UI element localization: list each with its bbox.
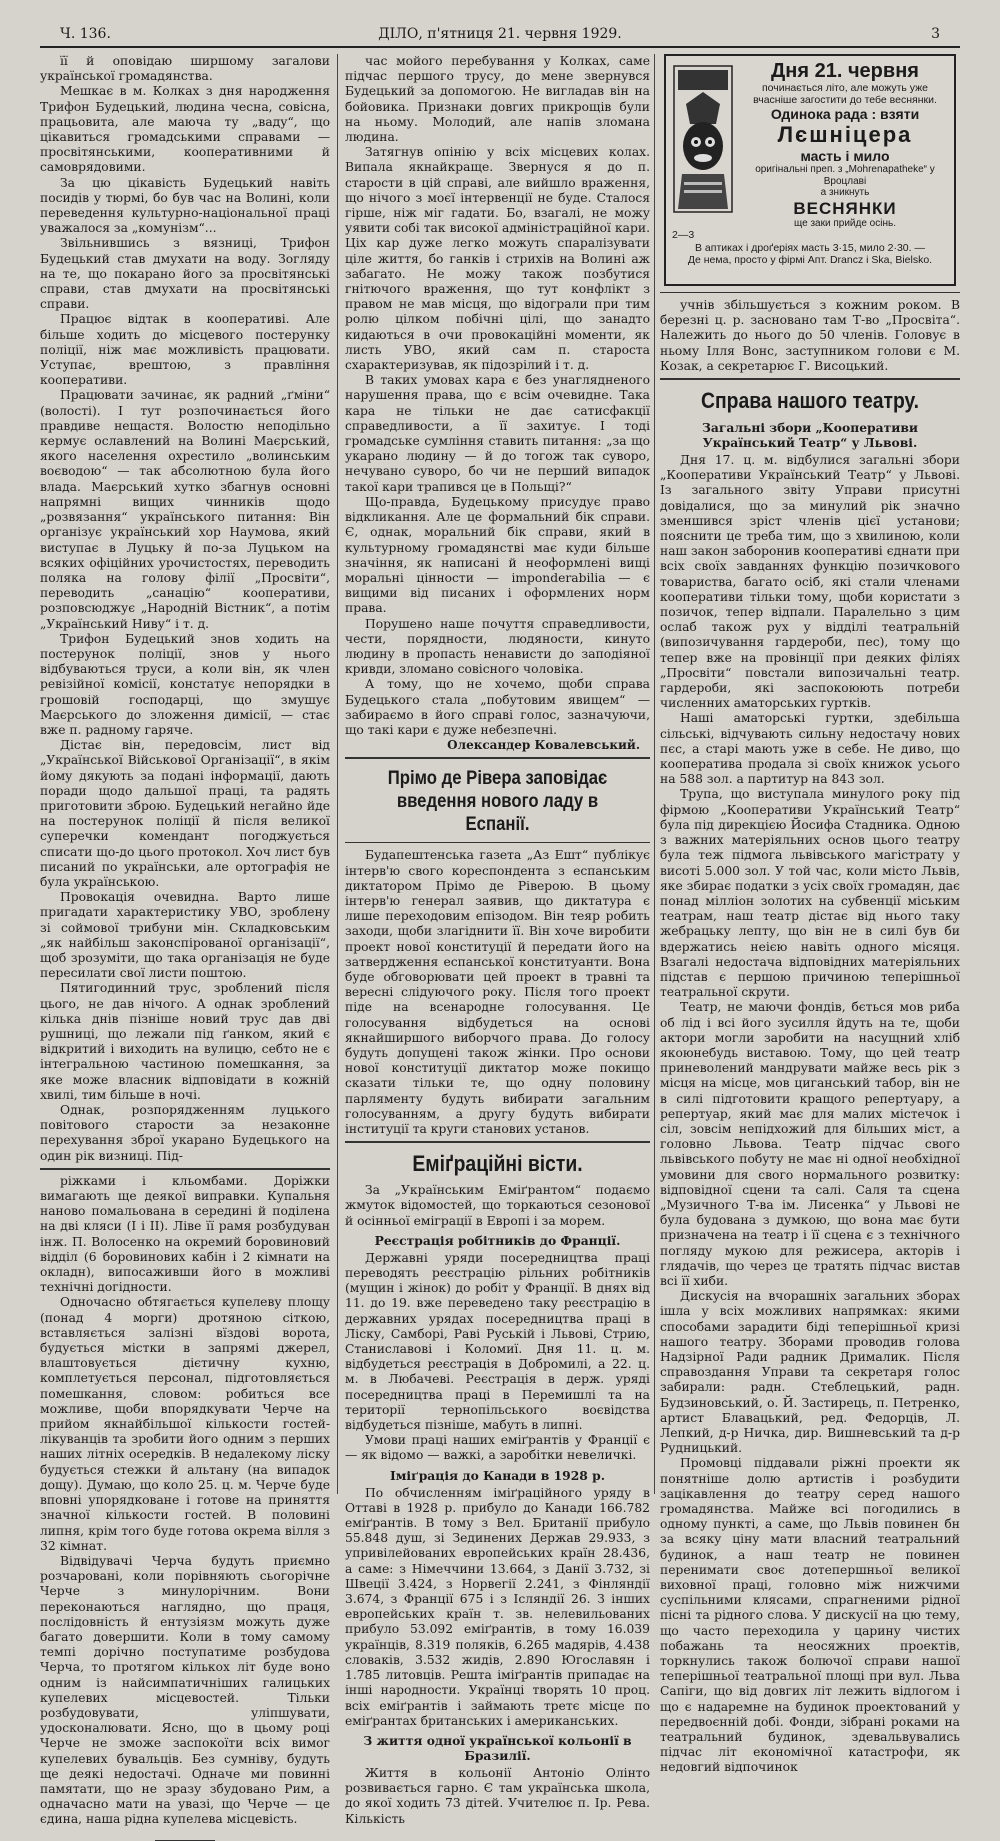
column-rule-2 — [654, 54, 655, 1494]
article-budetsky-part2 — [345, 54, 650, 753]
page-number: 3 — [931, 26, 940, 42]
masthead-rule — [40, 46, 960, 48]
paragraph: Працює відтак в кооперативі. Але більше ходить до місцевого постерунку поліції, ніж має можливість працювати. Уступає, врештою, з правління кооперативи. — [40, 312, 330, 388]
paragraph: ріжками і кльомбами. Доріжки вимагають ще деякої виправки. Купальня наново помальована в середині й поділена на дві кляси (I і II). Ліве її рамя розбудуван інж. П. Волосенко на окремий боровиновий відділ (6 боровинових кабін і 2 кімнати на окладн), випосаживши його в можливі технічні догідности. — [40, 1173, 330, 1295]
paragraph: Дістає він, передовсім, лист від „Української Військової Організації“, в якім йому дякують за подані інформації, дають поради щодо дальшої праці, та радять приготовити зброю. Будецький негайно йде на постерунок поліції й після великої суперечки комендант погоджується списати що-до цього протокол. Хоч лист був писаний по українськи, але ортографія не була українською. — [40, 738, 330, 889]
newspaper-title-date: ДІЛО, п'ятниця 21. червня 1929. — [378, 26, 622, 42]
subhead-brazil: З життя одної української кольонії в Бразилії. — [363, 1732, 632, 1763]
headline-rivera: Прімо де Рівера заповідає введення нового ладу в Еспанії. — [387, 768, 608, 836]
paragraph: Відвідувачі Черча будуть приємно розчаровані, коли порівняють сьогорічне Черче з минулорічним. Вони переконаються наглядно, що праця, послідовність й ентузіязм можуть дуже багато довершити. Коли в тому самому темпі дорічно поступатиме розбудова Черча, то протягом кількох літ буде воно одним із найсимпатичніших галицьких купелевих місцевостей. Тільки розбудовувати, уліпшувати, удосконалювати. Ясно, що в цьому році Черче не зможе заспокоїти всіх вимог купелевих бувальців. Без сумніву, будуть ще деякі недостачі. Одначе ми повинні памятати, що не зразу збудовано Рим, а одначасно мати на увазі, що Черче — це єдина, наша рідна купелева місцевість. — [40, 1553, 330, 1827]
ad-brand: Лєшніцера — [777, 122, 913, 147]
moor-head-logo-icon — [672, 64, 734, 214]
paragraph: Трифон Будецький знов ходить на постерунок поліції, знов у нього відбуваються труси, а коли він, як член ревізійної комісії, констатує непорядки в грошовій господарці, що змушує Маєрського до зложення димісії, — стає вже п. радному гаряче. — [40, 631, 330, 737]
author-signature: Олександер Ковалевський. — [447, 738, 640, 753]
end-rule — [155, 1840, 215, 1841]
paragraph: Працювати зачинає, як радний „ґміни“ (волості). І тут розпочинається його правдиве нещастя. Волостю неподільно кермує ославлений на Волині Маєрський, якого населення охрестило „волинським воєводою“ — так абсолютною була його влада. Маєрський хутко збагнув основні напрямні вищих чинників щодо „розвязання“ українського питання: Він організує український хор Наумова, який виступає в Луцьку й по-за Луцьком на всяких офіційних урочистостях, переводить поляка на голову філії „Просвіти“, переводить „санацію“ кооперативи, розповсюджує „Народній Вістник“, а потім „Український Ниву“ і т. д. — [40, 388, 330, 631]
ad-line-4: оригінальні преп. з „Mohrenapatheke“ у Вроцлаві — [755, 164, 935, 187]
ad-freckles: ВЕСНЯНКИ — [793, 198, 897, 218]
ad-line-2: Одинока рада : взяти — [770, 106, 920, 122]
section-divider — [345, 1141, 650, 1143]
subhead-canada: Іміґрація до Канади в 1928 р. — [390, 1467, 605, 1483]
section-divider — [660, 378, 960, 380]
brazil-text: Життя в кольонії Антоніо Олінто розвивається гарно. Є там українська школа, до якої ходить 73 дітей. Учителює п. Ір. Рева. Кількість — [345, 1765, 650, 1826]
article-cherche — [40, 1174, 330, 1828]
headline-theatre: Справа нашого театру. — [700, 388, 920, 414]
advertisement-leschnitzer — [664, 54, 956, 286]
paragraph: Що-правда, Будецькому присудує право відкликання. Але це формальний бік справи. Є, однак, моральний бік справи, який в культурному громадянстві має куди більше значіння, як написані й неоформлені вищі моральні цінности — imponderabilia — є вищими від писаних і оформлених норм права. — [345, 494, 650, 616]
paragraph: Однак, розпорядженням луцького повітового старости за незаконне перехування зброї укарано Будецького на один рік визниці. Під- — [40, 1103, 330, 1163]
ad-foot-2: Де нема, просто у фірмі Апт. Drancz і Ska, Bielsko. — [687, 254, 933, 266]
paragraph: Трупа, що виступала минулого року під фірмою „Кооперативи Український Театр“ була під дирекцією Йосифа Стадника. Одною з важних матеріяльних основ цього театру була теж підмога львівського магістрату у висоті 5.000 зол. У той час, коли місто Львів, яке збирає податки з усіх своїх громадян, дає понад мілліон золотих на субвенції міським театрам, наш театр дістає від нього таку жебрацьку лепту, що він не в силі був би вдержатись неією навіть одного місяця. Взагалі недостача відповідних матеріяльних підстав є першою причиною теперішньої театральної скрути. — [660, 787, 960, 1000]
paragraph: Звільнившись з вязниці, Трифон Будецький став дмухати на воду. Зогляду на те, що покарано його за просвітянські справи, став дмухати на просвітянські справи. — [40, 236, 330, 312]
subhead-theatre: Загальні збори „Кооперативи Український Театр“ у Львові. — [701, 420, 919, 451]
paragraph: Порушено наше почуття справедливости, чести, порядности, людяности, кинуто людину в пропасть ненависти до заподіяної кривди, зломано совісного чоловіка. — [345, 616, 650, 677]
paragraph: Промовці піддавали ріжні проекти як понятніше долю артистів і розбудити зацікавлення до театру серед нашого громадянства. Майже всі погодились в одному пункті, а саме, що Львів повинен бн за всяку ціну мати власний театральний будинок, а наш театр не повинен перенимати своє дотепершньої великої виховної праці, головно між нижчими суспільними клясами, спрагненими рідної пісні та рідного слова. У дискусії на цю тему, що часто переходила у царину чистих побажань та неосяжних проектів, торкнулись також болючої справи нашої теперішньої театральної площі при вул. Льва Сапіги, що від довгих літ лежить відлогом і що є надаремне на будинок проектований у передвоєнній добі. Фонди, зібрані роками на театральний будинок, здевальвувались підчас літ економічної катастрофи, як недовгий відпочинок — [660, 1456, 960, 1775]
canada-text: По обчисленням іміґраційного уряду в Оттаві в 1928 р. прибуло до Канади 166.782 еміґрантів. В тому з Вел. Британії прибуло 55.848 душ, зі Зединених Держав 29.933, з упривілейованих европейських країн 28.436, а саме: з Німеччини 13.664, з Данії 3.732, зі Швеції 3.424, з Норвегії 2.241, з Фінляндії 3.674, з Франції 675 і з Ісляндії 26. З інших европейських країн т. зв. нелевильованих прибуло 53.092 еміґрантів, в тому 16.039 українців, 8.319 поляків, 6.265 мадярів, 4.438 словаків, 3.532 жидів, 2.890 Югославян і 1.785 литовців. Решта іміґрантів припадає на інші народности. Українці творять 10 проц. всіх еміґрантів і займають третє місце по еміґрантах британських і американських. — [345, 1485, 650, 1728]
column-3 — [660, 54, 960, 1775]
paragraph: учнів збільшується з кожним роком. В березні ц. р. засновано там Т-во „Просвіта“. Належить до нього до 50 членів. Головує в ньому Ілля Вонс, заступником голови є М. Козак, а секретарює Г. Висоцький. — [660, 298, 960, 373]
france-text: Державні уряди посередництва праці переводять реєстрацію рільних робітників (мущин і жінок) до робіт у Франції. В днях від 11. до 19. вже переведено таку реєстрацію в державних урядах посередництва праці в Ліску, Самборі, Раві Руській і Львові, Стрию, Станиславові і Коломиї. Дня 11. ц. м. відбудеться реєстрація в Добромилі, а 22. ц. м. в Любачеві. Реєстрація в держ. уряді посередництва праці в Перемишлі та на території тернопільського воєвідства відбудеться пізніше, мабуть в липні. — [345, 1250, 650, 1433]
paragraph: час мойого перебування у Колках, саме підчас першого трусу, до мене звернувся Будецький за допомогою. Не вигладав він на бойовика. Признаки довгих прикрощів були на ньому. Молодий, але напів зломана людина. — [345, 54, 650, 145]
column-2 — [345, 54, 650, 1826]
paragraph: Пятигодинний трус, зроблений після цього, не дав нічого. А однак зроблений кілька днів пізніше новий трус дав дві рушниці, що лежали під ґанком, який є відкритий і виходить на вулицю, себто не є інтегральною частиною помешкання, за яке може власник відповідати в кожній хвилі, тим більше в ночі. — [40, 981, 330, 1102]
paragraph: В таких умовах кара є без унаглядненого нарушення права, що є всім очевидне. Така кара не тільки не дає сатисфакції справедливости, а її захитує. І тоді громадське сумління ставить питання: „за що укарано людину — й до тогож так суворо, нечувано суворо, бо чи не перший випадок такої кари трапився це в Польщі?“ — [345, 373, 650, 494]
headline-emigration: Еміґраційні вісти. — [412, 1151, 583, 1177]
paragraph: А тому, що не хочемо, щоби справа Будецького стала „побутовим явищем“ — забираємо в його справі голос, зазначуючи, що такі кари є дуже небезпечні. — [345, 677, 650, 737]
subhead-france: Реєстрація робітників до Франції. — [374, 1232, 621, 1248]
paragraph: Дискусія на вчорашніх загальних зборах ішла у всіх можливих напрямках: якими способами зарадити біді теперішньої кризі нашого театру. Зборами проводив голова Надзірної Ради радник Дрималик. Після справоздання Управи та секретаря голос забирали: радн. Стеблецький, радн. Будзиновський, о. Й. Застирець, п. Петренко, артист Блавацький, ред. Федорців, Л. Лепкий, д-р Ничка, дир. Вишневський та д-р Рудницький. — [660, 1289, 960, 1456]
emigration-intro: За „Українським Еміґрантом“ подаємо жмуток відомостей, що торкаються сезонової й осінньої еміграції в Европі і за морем. — [345, 1183, 650, 1228]
ad-foot-1: В аптиках і дроґеріях масть 3·15, мило 2·30. — — [695, 241, 925, 254]
paragraph: Наші аматорські гуртки, здебільша сільські, відчувають сильну недостачу нових пєс, а старі мають уже в себе. Не диво, що кооператива продала зі своїх книжок усього на 588 зол. а партитур на 843 зол. — [660, 711, 960, 787]
paragraph: Мешкає в м. Колках з дня народження Трифон Будецький, людина чесна, совісна, працьовита, але маюча ту „ваду“, що цікавиться громадськими справами — просвітянськими, кооперативними й самоврядовими. — [40, 84, 330, 175]
ad-line-1: починається літо, але можуть уже вчасніше загостити до тебе веснянки. — [753, 82, 937, 106]
headline-rule — [345, 842, 650, 843]
article-rivera-text: Будапештенська газета „Аз Ешт“ публікує інтерв'ю свого кореспондента з еспанським диктатором Прімо де Ріверою. В цьому інтерв'ю генерал заявив, що диктатура є лише переходовим епізодом. Він теяр робить заходи, щоби злагіднити її. Він хоче виробити проект нової конституції й передати його на затвердження еспанської конституанти. Вона буде обговорювати цей проект в травні та вересні слідуючого року. Після того проект піде на всенародне голосування. Це голосування відбудеться на основі якнайширшого виборчого права. До голосу будуть допущені також жінки. Про основи нової конституції диктатор може покищо сказати тільки те, що одну половину парляменту будуть вибирати загальним голосуванням, а другу будуть вибирати інституції та круги станових установ. — [345, 848, 650, 1136]
page-reference: Ч. 136. — [60, 26, 111, 42]
section-divider — [345, 757, 650, 759]
france-text-2: Умови праці наших еміґрантів у Франції є — як відомо — важкі, а заробітки невеличкі. — [345, 1433, 650, 1463]
column-1 — [40, 54, 330, 1827]
column-rule-1 — [337, 54, 338, 1494]
section-divider — [40, 1168, 330, 1170]
paragraph: Затягнув опінію у всіх місцевих колах. Випала якнайкраще. Звернуся я до п. старости в цій справі, але вийшло враження, що нічого з моєї інтервенції не буде. Сталося гірше, ніж міг гадати. Бо, взагалі, не можу уявити собі так високої адміністраційної кари. Ціх кар дуже легко можуть спаралізувати ціле життя, бо ганків і стрихів на Волині аж забагато. Не можу також позбутися гнітючого враження, що тут конфлікт з правом не мав місця, що відограли при тим ролю цілком побічні цілі, що занадто кидаються в очи провокаційні моменти, як листь УВО, який сам п. староста схарактеризував, як підозрілий і т. д. — [345, 145, 650, 373]
paragraph: її й оповідаю ширшому загалови української громадянства. — [40, 54, 330, 84]
ad-line-3: масть і мило — [800, 148, 890, 164]
paragraph: Дня 17. ц. м. відбулися загальні збори „Кооперативи Український Театр“ у Львові. Із загального звіту Управи присутні довідалися, що за минулий рік значно зменшився зріст членів цієї установи; пояснити це треба тим, що з хвилиною, коли наш закон заборонив кооперативі єднати при всіх своїх завданнях функцію позичкового товариства, багато осіб, які стали членами кооперативи тільки тому, щоби користати з позичок, тепер відпали. Паралельно з цим ослаб також рух у відділі театральній (випозичування гардероби, пес), тому що тепер вже на провінції при деяких філіях „Просвіти“ повстали випозичальні театр. гардероби, які заспокоюють потреби численних аматорських гуртків. — [660, 453, 960, 711]
ad-code: 2—3 — [672, 229, 695, 241]
masthead — [60, 22, 940, 46]
paragraph: Провокація очевидна. Варто лише пригадати характеристику УВО, зроблену зі соймової трибуни мін. Складковським „як найбільш законспірованої організації“, щоб зрозуміти, що така організація не буде пересилати свої листи поштою. — [40, 890, 330, 981]
ad-line-5: a зникнуть — [820, 187, 870, 198]
paragraph: Театр, не маючи фондів, бється мов риба об лід і всі його зусилля йдуть на те, щоби актори могли заробити на насущний хліб якоюнебудь виставою. Тому, що цей театр приневолений мандрувати майже весь рік з місця на місце, мов циганський табор, він не в силі підготовити кращого репертуару, а репертуар, який має для малих містечок і сіл, зовсім непідхожий для більших міст, а головно Львова. Театр підчас свого львівського побуту не має ні одної необхідної умовини для свого нормального розвитку: відповідної сцени та салі. Саля та сцена „Музичного Т-ва ім. Лисенка“ у Львові не була будована з думкою, що вона має бути призначена на театр і її сцена є з технічного погляду мукою для режисера, акторів і глядачів, що через це тратять підчас вистав всі її хиби. — [660, 1000, 960, 1288]
paragraph: Одночасно обтягається купелеву площу (понад 4 морги) дротяною сіткою, вставляється залізні вїздові ворота, будується містки в запрямі джерел, влаштовується дієтичну кухню, комплетується персонал, підготовляється помешкання, словом: робиться все можливе, щоби впорядкувати Черче на прийом якнайбільшої кількости гостей-лікуванців та зробити його одним з перших наших літніх осередків. В недалекому ліску будується стежки й альтану (на випадок дощу). Думаю, що коло 25. ц. м. Черче буде вповні упорядковане і готове на приняття значної кількости гостей. В половині липня, крім того буде готова окрема вілля з 32 кімнат. — [40, 1295, 330, 1553]
article-budetsky-part1 — [40, 54, 330, 1164]
ad-title: Дня 21. червня — [771, 60, 919, 82]
ad-line-6: ще заки прийде осінь. — [794, 217, 896, 229]
section-divider — [660, 292, 960, 293]
paragraph: За цю цікавість Будецький навіть посидів у тюрмі, бо був час на Волині, коли переведення культурно-національної праці уважалося за „комунізм“... — [40, 175, 330, 236]
